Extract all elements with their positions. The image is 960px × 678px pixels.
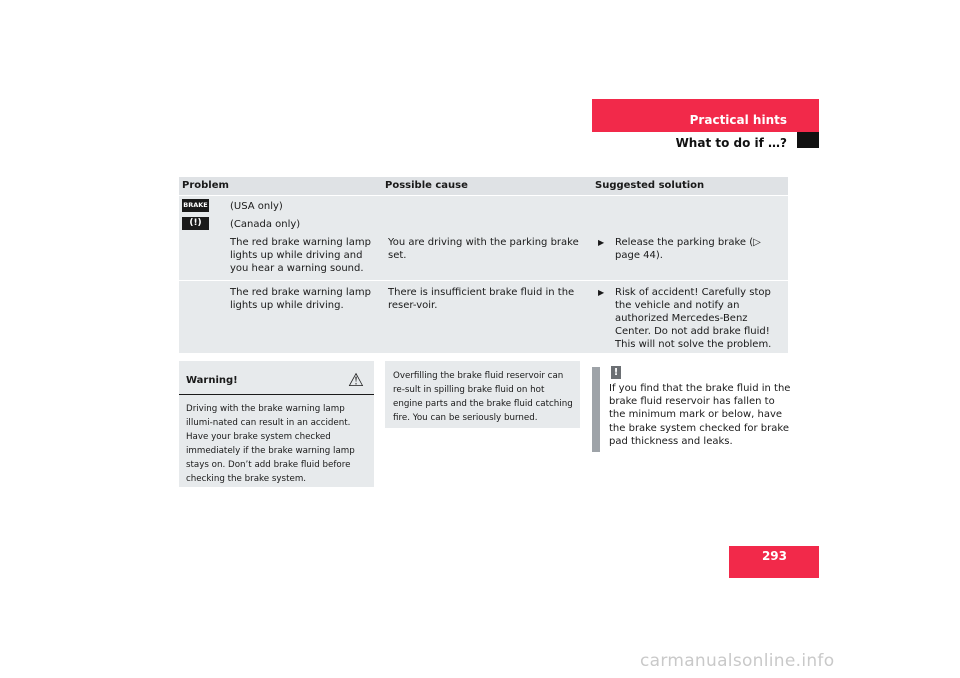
cause-text: You are driving with the parking brake set. (388, 237, 579, 261)
header-solution: Suggested solution (595, 180, 705, 191)
brake-warning-icon: (!) (182, 217, 209, 230)
solution-text: Risk of accident! Carefully stop the vehicle and notify an authorized Mercedes-Benz Center. Do not add brake fluid! This will not solve the problem. (615, 287, 772, 350)
cause-cell (382, 281, 592, 353)
subsection-header (592, 132, 819, 148)
section-header (592, 99, 819, 132)
problem-text: The red brake warning lamp lights up while driving. (230, 287, 371, 311)
page-number: 293 (761, 549, 787, 563)
solution-item (598, 286, 784, 351)
cause-text: There is insufficient brake fluid in the reser-voir. (388, 287, 575, 311)
indicator-label: (Canada only) (230, 219, 301, 230)
problem-cell (179, 281, 382, 353)
header-notch (797, 132, 819, 148)
solution-text: Release the parking brake (▷ page 44). (615, 237, 761, 261)
problem-cell (179, 196, 382, 280)
troubleshooting-table (179, 177, 788, 353)
warning-text: Driving with the brake warning lamp illumi-nated can result in an accident. Have your brake system checked immediately if the brake warning lamp stays on. Don’t add brake fluid before checking the brake system. (186, 404, 355, 484)
note-text: If you find that the brake fluid in the brake fluid reservoir has fallen to the minimum mark or below, have the brake system checked for brake pad thickness and leaks. (609, 383, 791, 447)
watermark: carmanualsonline.info (640, 651, 835, 671)
solution-cell (592, 281, 788, 353)
warning-title: Warning! (186, 375, 238, 386)
warning-triangle-icon: ⚠ (347, 370, 364, 391)
table-row (179, 281, 788, 353)
warning-box (179, 361, 374, 487)
bullet-arrow-icon: ▶ (598, 288, 605, 297)
caution-text: Overfilling the brake fluid reservoir can re-sult in spilling brake fluid on hot engine parts and the brake fluid catching fire. You can be seriously burned. (393, 371, 573, 423)
note-bar (592, 367, 600, 452)
warning-divider (179, 394, 374, 395)
subsection-title: What to do if …? (675, 136, 787, 150)
solution-cell (592, 196, 788, 280)
indicator-label: (USA only) (230, 201, 283, 212)
exclamation-icon: ! (611, 366, 621, 379)
cause-cell (382, 196, 592, 280)
table-row (179, 196, 788, 280)
problem-text: The red brake warning lamp lights up while driving and you hear a warning sound. (230, 237, 371, 274)
section-title: Practical hints (689, 113, 787, 127)
bullet-arrow-icon: ▶ (598, 238, 605, 247)
header-cause: Possible cause (385, 180, 468, 191)
caution-box (385, 361, 580, 428)
table-header (179, 177, 788, 195)
solution-item (598, 236, 784, 262)
page-number-block (729, 546, 819, 578)
brake-lamp-icon: BRAKE (182, 199, 209, 212)
header-problem: Problem (182, 180, 229, 191)
